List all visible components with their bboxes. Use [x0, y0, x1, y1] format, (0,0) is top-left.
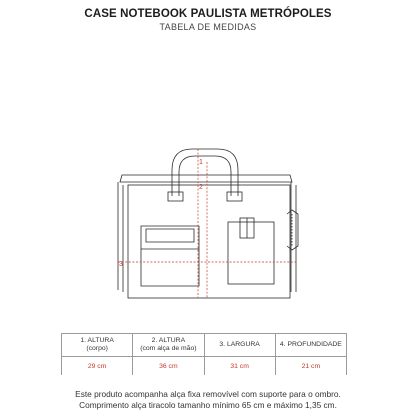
table-row [62, 357, 347, 376]
measurement-table [61, 333, 347, 375]
value-height-handle: 36 cm [133, 357, 204, 376]
col-header-label: 4. PROFUNDIDADE [279, 341, 342, 348]
product-notes [0, 389, 416, 411]
bag-handle-inner [179, 156, 231, 196]
handle-clip-right [227, 192, 242, 201]
col-header-label: 1. ALTURA [80, 337, 114, 344]
page-subtitle: TABELA DE MEDIDAS [159, 22, 257, 32]
note-line-1: Este produto acompanha alça fixa removível com suporte para o ombro. [75, 389, 341, 399]
col-header-sublabel: (corpo) [86, 345, 108, 352]
note-line-2: Comprimento alça tiracolo tamanho mínimo 65 cm e máximo 1,35 cm. [79, 400, 337, 410]
measurement-table-container [61, 333, 347, 375]
dim-marker-3: 3 [119, 261, 123, 268]
page-title: CASE NOTEBOOK PAULISTA METRÓPOLES [84, 8, 332, 20]
value-height-body: 29 cm [62, 357, 133, 376]
dim-marker-1: 1 [199, 159, 203, 166]
right-pocket [228, 222, 274, 284]
bag-body [128, 185, 290, 298]
col-header-height-handle [133, 334, 204, 357]
col-header-label: 2. ALTURA [151, 337, 186, 344]
dim-marker-2: 2 [199, 184, 203, 191]
col-header-sublabel: (com alça de mão) [140, 345, 197, 352]
col-header-width [204, 334, 275, 357]
value-width: 31 cm [204, 357, 275, 376]
bag-gusset-top [120, 175, 292, 182]
col-header-height-body [62, 334, 133, 357]
value-depth: 21 cm [275, 357, 346, 376]
left-pocket [141, 226, 199, 286]
handle-clip-left [168, 192, 183, 201]
col-header-depth [275, 334, 346, 357]
col-header-label: 3. LARGURA [219, 341, 260, 348]
table-header-row [62, 334, 347, 357]
left-pocket-flap [146, 229, 194, 242]
